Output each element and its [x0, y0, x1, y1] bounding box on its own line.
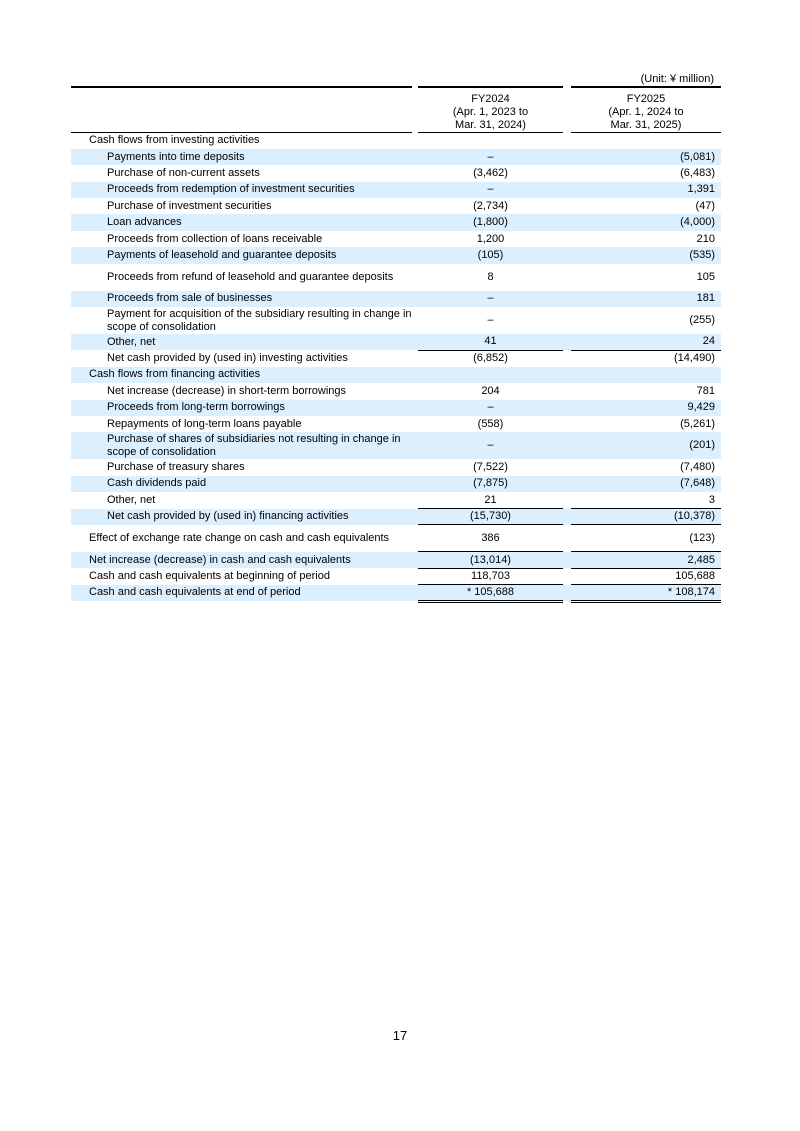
table-row	[71, 231, 721, 247]
value-fy2024: 204	[481, 384, 500, 397]
row-label: Purchase of treasury shares	[107, 461, 245, 474]
table-row	[71, 568, 721, 584]
row-label: Other, net	[71, 334, 412, 350]
column-header-fy2025	[571, 87, 721, 133]
value-fy2024: (6,852)	[418, 350, 563, 366]
unit-label: (Unit: ¥ million)	[640, 73, 714, 85]
value-fy2024	[418, 367, 563, 383]
cash-flow-table	[71, 86, 721, 603]
value-fy2025: (5,261)	[680, 417, 715, 430]
row-label: Net cash provided by (used in) investing activities	[107, 352, 348, 365]
row-label: Purchase of shares of subsidiaries not resulting in change in scope of consolidation	[71, 432, 412, 459]
value-fy2025: 181	[571, 291, 721, 307]
table-row	[71, 525, 721, 552]
value-fy2025: 105	[696, 270, 715, 283]
table-row	[71, 214, 721, 230]
table-row	[71, 383, 721, 399]
value-fy2025: * 108,174	[571, 585, 721, 601]
table-row	[71, 334, 721, 350]
value-fy2025: 210	[696, 232, 715, 245]
table-row	[71, 476, 721, 492]
net-change-row	[71, 552, 721, 568]
table-row	[71, 400, 721, 416]
value-fy2025	[571, 367, 721, 383]
value-fy2024: (1,800)	[418, 214, 563, 230]
row-label: Cash and cash equivalents at end of period	[71, 585, 412, 601]
value-fy2025: (10,378)	[571, 509, 721, 525]
row-label: Cash flows from financing activities	[71, 367, 412, 383]
value-fy2025: (47)	[695, 199, 715, 212]
value-fy2024: 21	[484, 493, 497, 506]
label-column-header	[71, 87, 412, 133]
ending-balance-row	[71, 585, 721, 601]
value-fy2024: (15,730)	[418, 509, 563, 525]
value-fy2024: –	[418, 291, 563, 307]
value-fy2024: 386	[481, 531, 500, 544]
value-fy2024: (105)	[418, 247, 563, 263]
row-label: Purchase of non-current assets	[107, 166, 260, 179]
row-label: Proceeds from sale of businesses	[71, 291, 412, 307]
column-header-fy2024-end: Mar. 31, 2024)	[455, 119, 526, 131]
value-fy2024: 41	[418, 334, 563, 350]
value-fy2024: (2,734)	[473, 199, 508, 212]
value-fy2024: * 105,688	[418, 585, 563, 601]
row-label: Loan advances	[71, 214, 412, 230]
row-label: Purchase of investment securities	[107, 199, 272, 212]
column-header-fy2024-start: (Apr. 1, 2023 to	[452, 106, 529, 118]
column-header-fy2025-year: FY2025	[626, 93, 666, 105]
value-fy2024: 1,200	[476, 232, 505, 245]
row-label: Proceeds from long-term borrowings	[71, 400, 412, 416]
table-row	[71, 307, 721, 334]
row-label: Net cash provided by (used in) financing activities	[71, 509, 412, 525]
row-label: Net increase (decrease) in cash and cash equivalents	[71, 552, 412, 568]
value-fy2025: (535)	[571, 247, 721, 263]
value-fy2025: 105,688	[675, 570, 715, 582]
table-row	[71, 247, 721, 263]
column-header-fy2025-end: Mar. 31, 2025)	[610, 119, 682, 131]
row-label: Cash dividends paid	[71, 476, 412, 492]
subtotal-row-investing	[71, 350, 721, 366]
page-number: 17	[392, 1028, 408, 1043]
value-fy2024: –	[418, 432, 563, 459]
table-header-row	[71, 87, 721, 133]
row-label: Net increase (decrease) in short-term borrowings	[107, 384, 347, 397]
value-fy2024: –	[418, 182, 563, 198]
table-row	[71, 198, 721, 214]
section-header-financing	[71, 367, 721, 383]
value-fy2025: (201)	[571, 432, 721, 459]
table-row	[71, 149, 721, 165]
value-fy2025: 3	[708, 493, 715, 506]
value-fy2025: 1,391	[571, 182, 721, 198]
table-row	[71, 182, 721, 198]
table-row	[71, 291, 721, 307]
value-fy2024	[418, 133, 563, 149]
value-fy2024: –	[487, 314, 494, 327]
value-fy2025: (7,480)	[680, 461, 715, 474]
value-fy2024: 118,703	[471, 570, 510, 582]
value-fy2025: (4,000)	[571, 214, 721, 230]
row-label: Cash and cash equivalents at beginning of period	[89, 570, 330, 582]
value-fy2024: (13,014)	[418, 552, 563, 568]
table-row	[71, 264, 721, 291]
value-fy2024: –	[418, 400, 563, 416]
table-row	[71, 432, 721, 459]
value-fy2024: (7,875)	[418, 476, 563, 492]
value-fy2025: (123)	[689, 531, 715, 544]
value-fy2024: (558)	[477, 417, 504, 430]
value-fy2025: (6,483)	[680, 166, 715, 179]
table-row	[71, 492, 721, 508]
row-label: Payments into time deposits	[71, 149, 412, 165]
column-header-fy2024-year: FY2024	[471, 93, 510, 105]
table-row	[71, 459, 721, 475]
value-fy2025: (14,490)	[571, 350, 721, 366]
row-label: Effect of exchange rate change on cash and cash equivalents	[89, 531, 390, 544]
row-label: Payment for acquisition of the subsidiary resulting in change in scope of consolidation	[107, 307, 412, 333]
column-header-fy2025-start: (Apr. 1, 2024 to	[608, 106, 684, 118]
row-label: Repayments of long-term loans payable	[107, 417, 302, 430]
value-fy2025: 781	[696, 384, 715, 397]
row-label: Payments of leasehold and guarantee deposits	[71, 247, 412, 263]
value-fy2025	[571, 133, 721, 149]
row-label: Proceeds from refund of leasehold and guarantee deposits	[107, 270, 394, 283]
value-fy2025: 9,429	[571, 400, 721, 416]
value-fy2025: (255)	[689, 314, 715, 327]
row-label: Other, net	[107, 493, 156, 506]
value-fy2024: (3,462)	[473, 166, 508, 179]
value-fy2024: –	[418, 149, 563, 165]
section-header-investing	[71, 133, 721, 149]
table-row	[71, 165, 721, 181]
column-header-fy2024	[418, 87, 563, 133]
table-row	[71, 416, 721, 432]
row-label: Proceeds from redemption of investment securities	[71, 182, 412, 198]
value-fy2025: (5,081)	[571, 149, 721, 165]
subtotal-row-financing	[71, 509, 721, 525]
row-label: Cash flows from investing activities	[89, 134, 260, 147]
value-fy2024: 8	[487, 270, 494, 283]
value-fy2025: 24	[571, 334, 721, 350]
value-fy2025: (7,648)	[571, 476, 721, 492]
value-fy2025: 2,485	[571, 552, 721, 568]
row-label: Proceeds from collection of loans receivable	[107, 232, 323, 245]
value-fy2024: (7,522)	[473, 461, 508, 474]
